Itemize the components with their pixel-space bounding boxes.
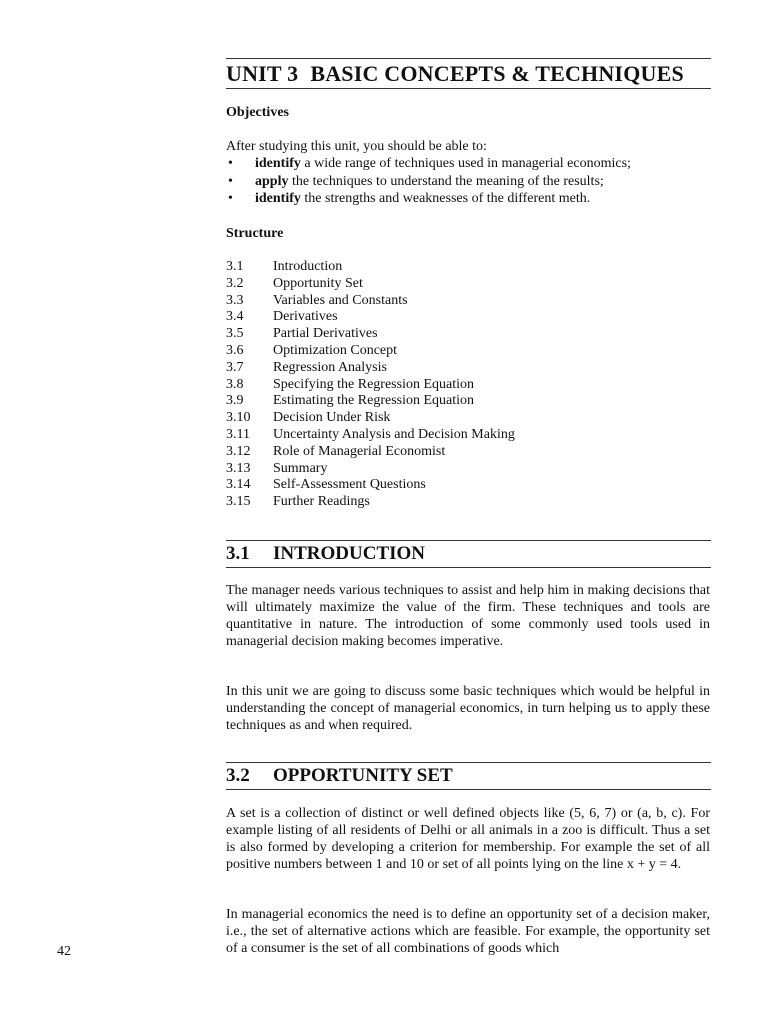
structure-item-label: Regression Analysis [273, 359, 387, 375]
objective-text: a wide range of techniques used in managerial economics; [300, 156, 631, 171]
structure-item-label: Decision Under Risk [273, 410, 391, 426]
section-title-text: OPPORTUNITY SET [273, 765, 453, 786]
structure-item [226, 461, 515, 478]
introduction-paragraph-2: In this unit we are going to discuss some basic techniques which would be helpful in understanding the concept of managerial economics, in turn helping us to apply these techniques as and when required. [226, 684, 710, 733]
section-number: 3.1 [226, 543, 250, 564]
structure-item-label: Summary [273, 460, 328, 476]
structure-item-number: 3.4 [226, 309, 244, 325]
section-opportunity-set-top-rule [226, 762, 711, 763]
structure-item-number: 3.5 [226, 326, 244, 342]
structure-item-label: Optimization Concept [273, 342, 398, 358]
unit-top-rule [226, 58, 711, 59]
structure-item-number: 3.10 [226, 410, 251, 426]
structure-item-number: 3.2 [226, 275, 244, 291]
structure-heading: Structure [226, 226, 284, 241]
objective-text: the techniques to understand the meaning of the results; [288, 173, 604, 189]
structure-item-label: Derivatives [273, 309, 338, 325]
objective-item [226, 190, 631, 208]
bullet-icon: • [228, 191, 233, 206]
structure-item-label: Role of Managerial Economist [273, 443, 446, 459]
structure-item [226, 393, 515, 410]
objective-verb: identify [255, 156, 301, 171]
structure-item-label: Opportunity Set [273, 275, 363, 291]
structure-item [226, 377, 515, 394]
unit-title [226, 61, 684, 87]
structure-item-number: 3.12 [226, 443, 251, 459]
objective-verb: identify [255, 191, 301, 206]
section-introduction-title [226, 543, 425, 565]
objectives-heading: Objectives [226, 105, 289, 120]
structure-item [226, 326, 515, 343]
bullet-icon: • [228, 173, 233, 189]
structure-item [226, 293, 515, 310]
structure-item-label: Self-Assessment Questions [273, 477, 426, 493]
structure-item-number: 3.1 [226, 259, 244, 274]
structure-item-number: 3.11 [226, 426, 250, 442]
structure-item-number: 3.6 [226, 342, 244, 358]
unit-title-text: BASIC CONCEPTS & TECHNIQUES [310, 61, 684, 86]
objective-item [226, 155, 631, 173]
section-opportunity-set-bottom-rule [226, 789, 711, 790]
structure-item-number: 3.8 [226, 376, 244, 392]
section-title-text: INTRODUCTION [273, 543, 426, 564]
unit-bottom-rule [226, 88, 711, 89]
opportunity-set-paragraph-2: In managerial economics the need is to define an opportunity set of a decision maker, i.e., the set of alternative actions which are feasible. For example, the opportunity set of a consumer is the set of all combinations of goods which [226, 907, 710, 956]
structure-item [226, 309, 515, 326]
structure-item [226, 343, 515, 360]
structure-item-number: 3.9 [226, 393, 244, 409]
structure-item [226, 444, 515, 461]
section-opportunity-set-title [226, 765, 453, 787]
structure-item [226, 410, 515, 427]
structure-item-number: 3.7 [226, 359, 244, 375]
section-introduction-top-rule [226, 540, 711, 541]
structure-item-label: Variables and Constants [273, 292, 408, 308]
structure-item-label: Partial Derivatives [273, 326, 378, 342]
structure-item [226, 427, 515, 444]
structure-item-number: 3.15 [226, 494, 251, 510]
structure-item-label: Uncertainty Analysis and Decision Making [273, 426, 515, 442]
structure-item-label: Further Readings [273, 494, 370, 510]
objective-item [226, 173, 631, 191]
structure-item [226, 360, 515, 377]
objectives-list [226, 155, 631, 208]
bullet-icon: • [228, 156, 233, 171]
section-introduction-bottom-rule [226, 567, 711, 568]
structure-list [226, 259, 515, 511]
structure-item [226, 276, 515, 293]
structure-item-number: 3.14 [226, 477, 251, 493]
unit-number: UNIT 3 [226, 61, 299, 86]
structure-item-label: Specifying the Regression Equation [273, 376, 475, 392]
structure-item-number: 3.3 [226, 292, 244, 308]
structure-item-label: Introduction [273, 259, 343, 274]
section-number: 3.2 [226, 765, 250, 786]
structure-item-number: 3.13 [226, 460, 251, 476]
structure-item [226, 477, 515, 494]
objectives-intro: After studying this unit, you should be able to: [226, 139, 487, 154]
introduction-paragraph-1: The manager needs various techniques to assist and help him in making decisions that will ultimately maximize the value of the firm. These techniques and tools are quantitative in nature. The introduction of some commonly used tools used in managerial decision making becomes imperative. [226, 583, 710, 649]
page-number: 42 [57, 944, 71, 959]
objective-verb: apply [255, 173, 289, 189]
objective-text: the strengths and weaknesses of the different meth. [300, 191, 591, 206]
opportunity-set-paragraph-1: A set is a collection of distinct or well defined objects like (5, 6, 7) or (a, b, c). For example listing of all residents of Delhi or all animals in a zoo is difficult. Thus a set is also formed by developing a criterion for membership. For example the set of all positive numbers between 1 and 10 or set of all points lying on the line x + y = 4. [226, 806, 710, 872]
structure-item [226, 259, 515, 276]
structure-item [226, 494, 515, 511]
structure-item-label: Estimating the Regression Equation [273, 393, 475, 409]
